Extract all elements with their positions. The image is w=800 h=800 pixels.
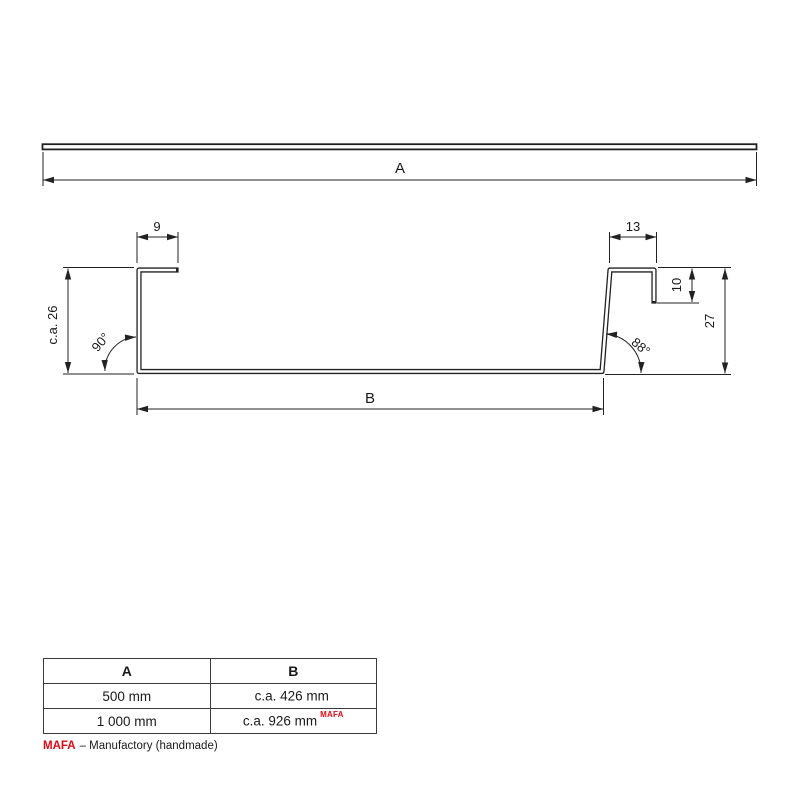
cell-b-926 bbox=[210, 709, 377, 734]
dim-bottom-width bbox=[137, 378, 604, 415]
mafa-superscript: MAFA bbox=[320, 710, 344, 720]
angle-88-label: 88° bbox=[628, 334, 654, 359]
angle-left bbox=[88, 330, 136, 371]
dimension-table bbox=[43, 658, 377, 734]
dim-9-label: 9 bbox=[153, 219, 161, 234]
mafa-footnote bbox=[43, 740, 218, 752]
dim-b-label: B bbox=[364, 390, 376, 407]
dim-a-label: A bbox=[394, 160, 406, 177]
angle-90-label: 90° bbox=[88, 329, 113, 355]
cell-b-value: c.a. 426 mm bbox=[254, 688, 329, 704]
dim-10-label: 10 bbox=[669, 277, 684, 293]
table-row bbox=[44, 684, 377, 709]
cell-a-500: 500 mm bbox=[44, 684, 211, 709]
profile-inner-white bbox=[139, 270, 654, 372]
table-header-row bbox=[44, 659, 377, 684]
footnote-text: – Manufactory (handmade) bbox=[79, 740, 218, 752]
flat-sheet-view bbox=[43, 144, 757, 186]
cell-b-426 bbox=[210, 684, 377, 709]
angle-right bbox=[606, 334, 653, 373]
cell-b-value: c.a. 926 mm bbox=[242, 713, 318, 729]
dim-lip bbox=[657, 268, 731, 304]
dim-13-label: 13 bbox=[625, 219, 641, 234]
cell-a-1000: 1 000 mm bbox=[44, 709, 211, 734]
table-header-a: A bbox=[44, 659, 211, 684]
flat-sheet-strip bbox=[43, 144, 757, 149]
dim-left-flange bbox=[137, 219, 178, 263]
table-row bbox=[44, 709, 377, 734]
dim-ca26-label: c.a. 26 bbox=[45, 305, 60, 345]
footnote-term: MAFA bbox=[43, 740, 76, 752]
profile-view bbox=[139, 270, 654, 372]
dim-27-label: 27 bbox=[702, 313, 717, 329]
dim-left-height bbox=[45, 268, 134, 375]
table-header-b: B bbox=[210, 659, 377, 684]
dim-right-height bbox=[605, 269, 731, 375]
profile-outline bbox=[139, 270, 654, 372]
dim-right-flange bbox=[610, 219, 657, 263]
